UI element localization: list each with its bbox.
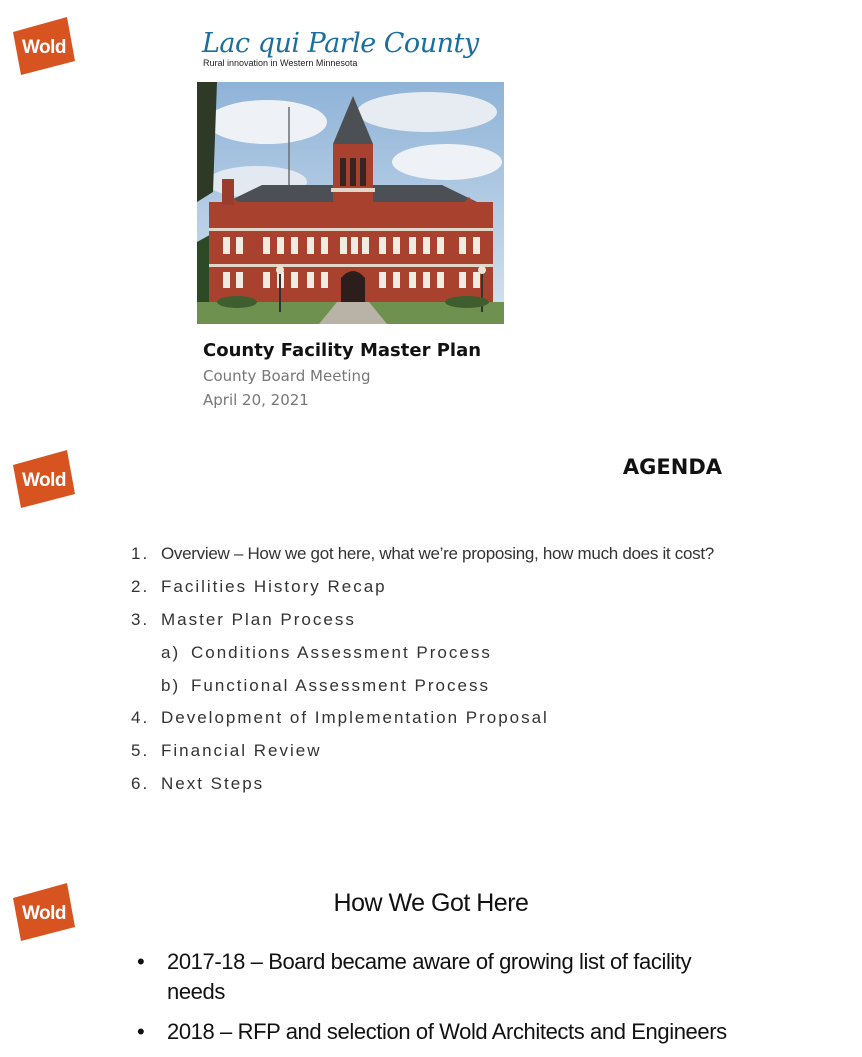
- history-bullets: [137, 947, 737, 1057]
- wold-logo-text: Wold: [21, 37, 67, 58]
- agenda-item-number: 2.: [131, 577, 150, 597]
- presentation-date: April 20, 2021: [203, 391, 309, 409]
- wold-logo-text: Wold: [21, 470, 67, 491]
- agenda-item-text: Financial Review: [161, 741, 322, 761]
- slide-how-we-got-here: [0, 864, 768, 1044]
- slide-title: [0, 0, 768, 432]
- agenda-item-text: Master Plan Process: [161, 609, 356, 629]
- agenda-item-number: 5.: [131, 741, 150, 761]
- bullet-icon: •: [137, 1019, 145, 1044]
- agenda-item-number: 3.: [131, 609, 150, 629]
- courthouse-photo: [197, 82, 504, 324]
- agenda-item: [131, 735, 751, 768]
- agenda-item: [131, 702, 751, 735]
- wold-logo-text: Wold: [21, 903, 67, 924]
- agenda-item-text: Facilities History Recap: [161, 577, 387, 597]
- agenda-item-text: Development of Implementation Proposal: [161, 708, 549, 728]
- county-name: Lac qui Parle County: [202, 28, 479, 59]
- agenda-subitem: [131, 669, 751, 702]
- how-we-got-here-heading: How We Got Here: [333, 889, 529, 917]
- agenda-item: [131, 538, 751, 571]
- agenda-item-number: 6.: [131, 773, 150, 793]
- title-block: [203, 340, 481, 409]
- agenda-item-text: Next Steps: [161, 773, 265, 793]
- bullet-icon: •: [137, 949, 145, 974]
- slide-agenda: [0, 432, 768, 864]
- agenda-item-text: Conditions Assessment Process: [191, 642, 492, 662]
- bullet-text: 2017-18 – Board became aware of growing list of facility needs: [167, 949, 692, 1004]
- agenda-item-number: 1.: [131, 544, 150, 564]
- bullet-item: [137, 1017, 737, 1047]
- agenda-list: [131, 538, 751, 800]
- county-brand: [202, 28, 479, 68]
- agenda-heading: AGENDA: [622, 455, 722, 479]
- county-tagline: Rural innovation in Western Minnesota: [203, 58, 358, 68]
- agenda-item-number: 4.: [131, 708, 150, 728]
- wold-logo: [13, 450, 75, 508]
- agenda-item: [131, 571, 751, 604]
- presentation-subtitle: County Board Meeting: [203, 367, 371, 385]
- bullet-text: 2018 – RFP and selection of Wold Architects and Engineers: [167, 1019, 727, 1044]
- wold-logo: [13, 17, 75, 75]
- agenda-item-text: Overview – How we got here, what we’re proposing, how much does it cost?: [161, 544, 714, 564]
- agenda-item-number: b): [161, 675, 181, 695]
- bullet-item: [137, 947, 737, 1007]
- agenda-item: [131, 768, 751, 801]
- agenda-item-text: Functional Assessment Process: [191, 675, 490, 695]
- agenda-subitem: [131, 636, 751, 669]
- agenda-item-number: a): [161, 642, 181, 662]
- presentation-title: County Facility Master Plan: [203, 340, 482, 361]
- agenda-item: [131, 604, 751, 637]
